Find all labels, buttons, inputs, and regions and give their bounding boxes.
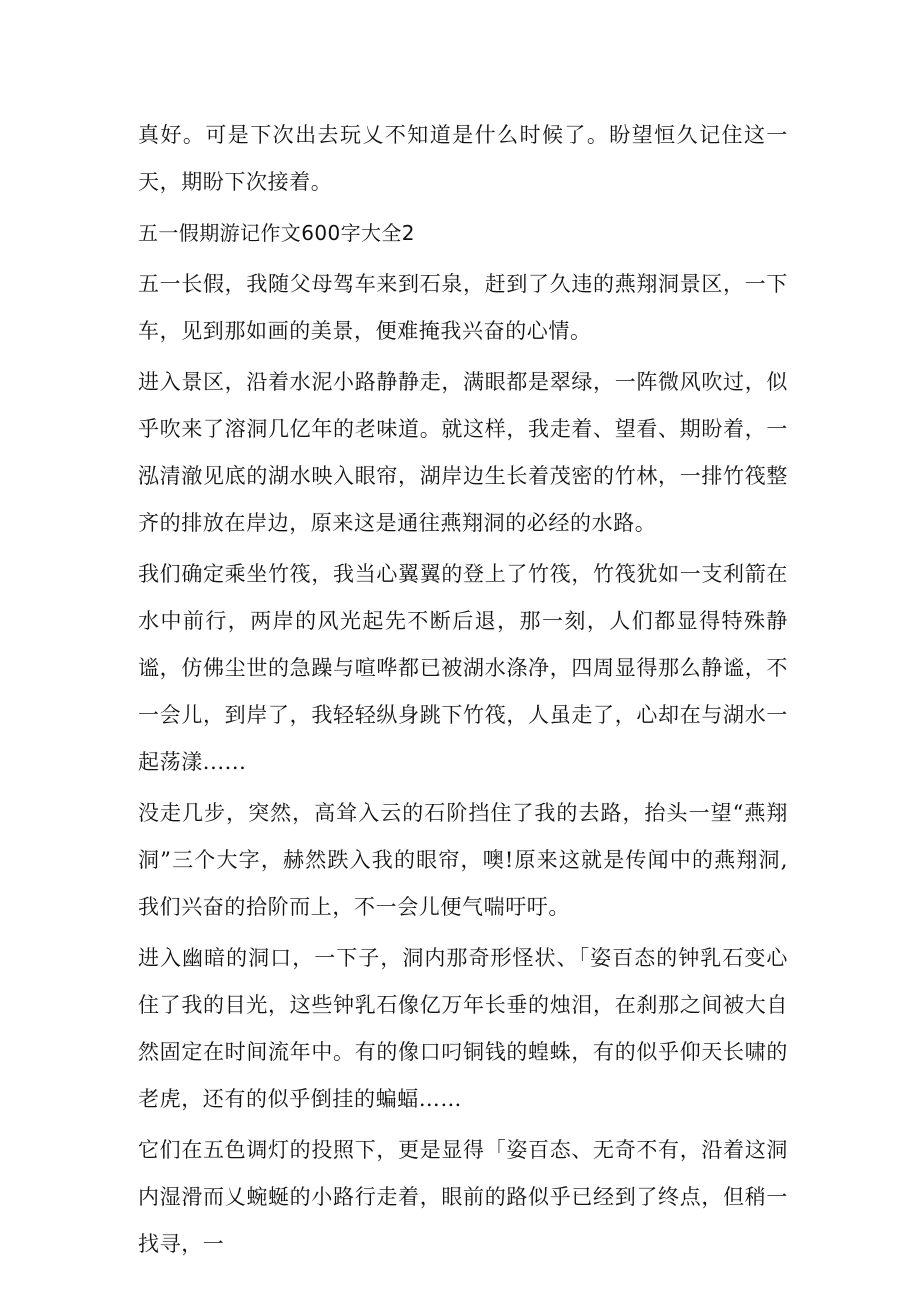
- paragraph-3: 我们确定乘坐竹筏，我当心翼翼的登上了竹筏，竹筏犹如一支利箭在水中前行，两岸的风光起先不断后退，那一刻，人们都显得特殊静谧，仿佛尘世的急躁与喧哗都已被湖水涤净，四周显得那么静谧，不一会儿，到岸了，我轻轻纵身跳下竹筏，人虽走了，心却在与湖水一起荡漾......: [138, 562, 788, 774]
- section-heading: 五一假期游记作文600字大全2: [138, 221, 415, 245]
- paragraph-5: 进入幽暗的洞口，一下子，洞内那奇形怪状、「姿百态的钟乳石变心住了我的目光，这些钟乳石像亿万年长垂的烛泪，在刹那之间被大自然固定在时间流年中。有的像口叼铜钱的蝗蛛，有的似乎仰天长啸的老虎，还有的似乎倒挂的蝙蝠……: [138, 946, 788, 1111]
- paragraph-6: 它们在五色调灯的投照下，更是显得「姿百态、无奇不有，沿着这洞内湿滑而乂蜿蜒的小路行走着，眼前的路似乎已经到了终点，但稍一找寻，一: [138, 1138, 788, 1256]
- paragraph-1: 五一长假，我随父母驾车来到石泉，赶到了久违的燕翔洞景区，一下车，见到那如画的美景，便难掩我兴奋的心情。: [138, 272, 788, 343]
- paragraph-4: 没走几步，突然，高耸入云的石阶挡住了我的去路，抬头一望“燕翔洞”三个大字，赫然跌入我的眼帘，噢!原来这就是传闻中的燕翔洞,我们兴奋的拾阶而上，不一会儿便气喘吁吁。: [138, 801, 788, 919]
- paragraph-2: 进入景区，沿着水泥小路静静走，满眼都是翠绿，一阵微风吹过，似乎吹来了溶洞几亿年的老味道。就这样，我走着、望看、期盼着，一泓清澈见底的湖水映入眼帘，湖岸边生长着茂密的竹林，一排竹筏整齐的排放在岸边，原来这是通往燕翔洞的必经的水路。: [138, 370, 788, 535]
- paragraph-continuation: 真好。可是下次出去玩乂不知道是什么时候了。盼望恒久记住这一天，期盼下次接着。: [138, 123, 788, 194]
- document-body: [138, 112, 788, 1272]
